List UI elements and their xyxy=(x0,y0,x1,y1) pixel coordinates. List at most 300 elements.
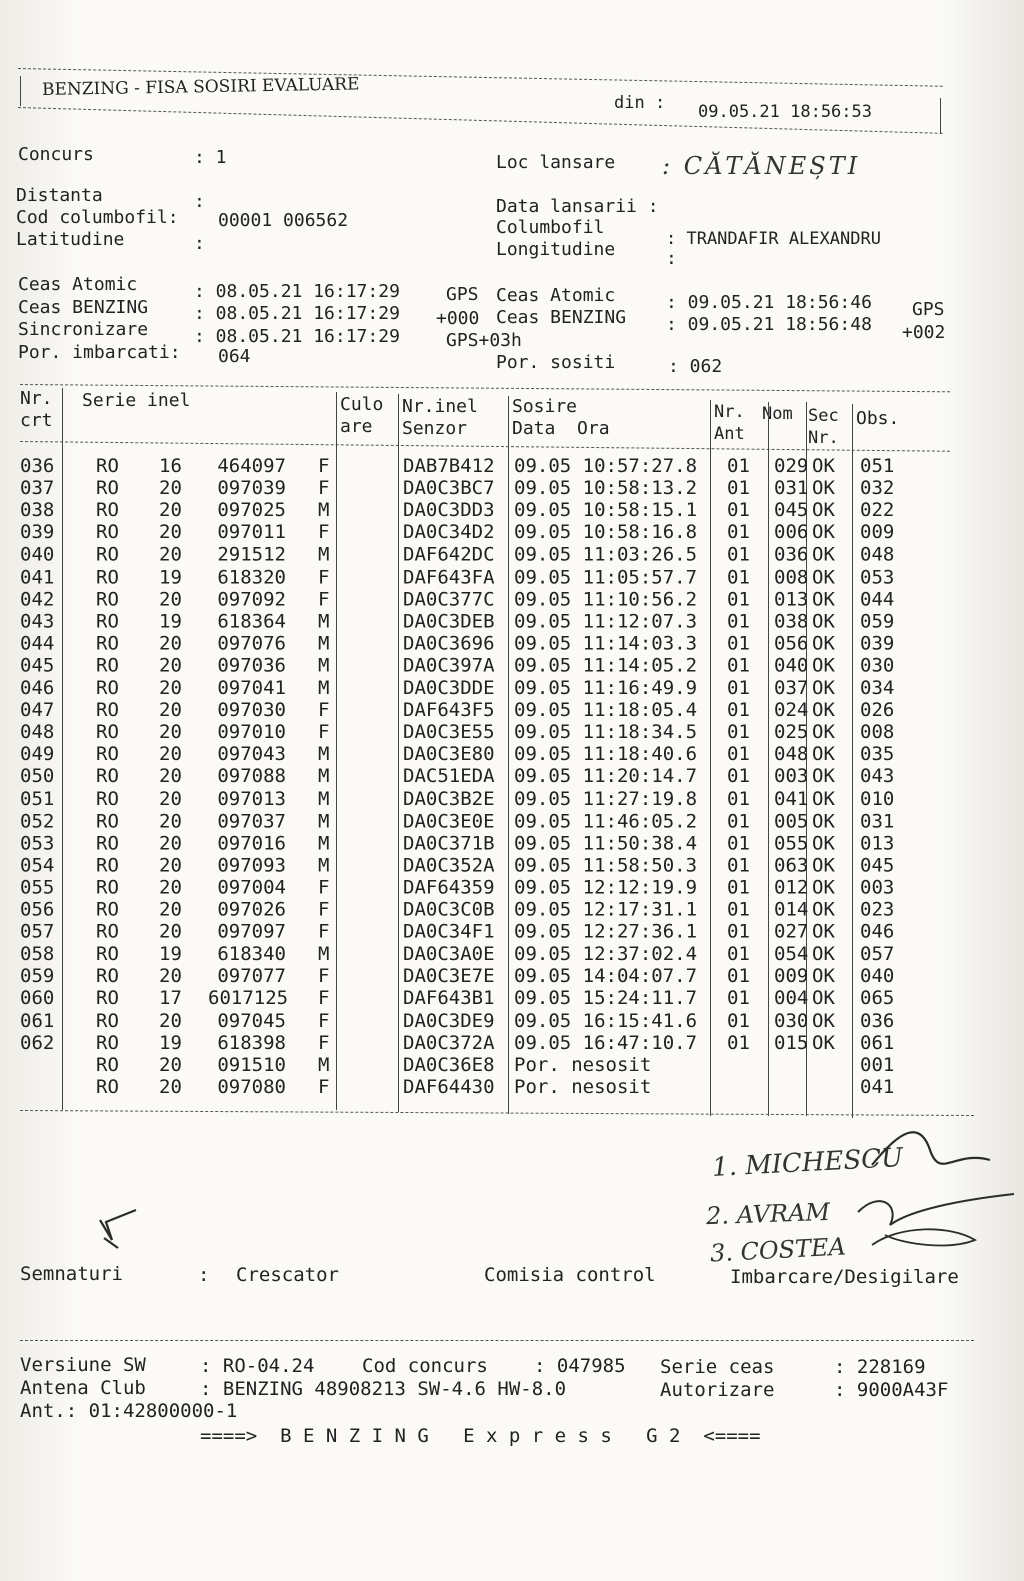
row-antenna: 01 xyxy=(727,854,750,877)
por-sositi-label: Por. sositi xyxy=(496,352,616,373)
row-nr: 050 xyxy=(20,765,55,788)
ceas-atomic-suffix: GPS xyxy=(446,284,479,305)
row-nom: 003 xyxy=(774,765,809,788)
row-nr: 044 xyxy=(20,632,55,655)
row-sex: M xyxy=(318,854,330,877)
row-sensor: DA0C3DDE xyxy=(403,676,495,699)
row-sec: OK xyxy=(812,987,835,1010)
row-antenna: 01 xyxy=(727,1031,750,1054)
row-nom: 031 xyxy=(774,477,809,500)
signature-1: 1. MICHESCU xyxy=(711,1143,904,1183)
row-ring-number: 097080 xyxy=(217,1076,286,1099)
cod-columbofil-value: 00001 006562 xyxy=(218,210,349,231)
row-nr: 041 xyxy=(20,565,55,588)
col-culoare-head-2: are xyxy=(340,416,373,437)
row-nom: 027 xyxy=(774,920,809,943)
row-sex: F xyxy=(318,898,330,921)
row-arrival: Por. nesosit xyxy=(514,1076,652,1099)
row-nr: 062 xyxy=(20,1031,55,1054)
row-sec: OK xyxy=(812,654,835,677)
autorizare-label: Autorizare xyxy=(660,1379,775,1401)
col-nrinel-head-1: Nr.inel xyxy=(402,396,478,417)
row-obs: 023 xyxy=(860,898,895,921)
row-nr: 054 xyxy=(20,854,55,877)
row-sensor: DA0C377C xyxy=(403,588,495,611)
row-nom: 056 xyxy=(774,632,809,655)
row-sex: M xyxy=(318,787,330,810)
col-nr-head-2: crt xyxy=(20,410,53,431)
row-ring-number: 097004 xyxy=(217,876,286,899)
row-sec: OK xyxy=(812,765,835,788)
row-sensor: DA0C3DD3 xyxy=(403,499,495,522)
row-ring-number: 097039 xyxy=(217,477,286,500)
col-ant-head-1: Nr. xyxy=(714,402,745,422)
row-country: RO xyxy=(96,809,119,832)
row-country: RO xyxy=(96,588,119,611)
row-nr: 052 xyxy=(20,809,55,832)
row-nr: 061 xyxy=(20,1009,55,1032)
row-year: 20 xyxy=(159,876,182,899)
row-ring-number: 618398 xyxy=(217,1031,286,1054)
row-antenna: 01 xyxy=(727,588,750,611)
row-nom: 036 xyxy=(774,543,809,566)
row-sec: OK xyxy=(812,965,835,988)
por-imbarcati-value: 064 xyxy=(218,346,251,367)
row-obs: 041 xyxy=(860,1076,895,1099)
row-sec: OK xyxy=(812,543,835,566)
row-sensor: DA0C3E0E xyxy=(403,809,495,832)
row-country: RO xyxy=(96,698,119,721)
row-sex: F xyxy=(318,455,330,477)
row-sex: F xyxy=(318,1031,330,1054)
row-obs: 048 xyxy=(860,543,895,566)
row-sensor: DAF643F5 xyxy=(403,698,495,721)
row-country: RO xyxy=(96,787,119,810)
row-country: RO xyxy=(96,521,119,544)
row-sensor: DA0C372A xyxy=(403,1031,495,1054)
row-arrival: 09.05 12:27:36.1 xyxy=(514,920,698,943)
col-ant-head-2: Ant xyxy=(714,424,745,444)
col-nom-head: Nom xyxy=(762,404,793,424)
row-country: RO xyxy=(96,477,119,500)
row-arrival: 09.05 11:12:07.3 xyxy=(514,610,698,633)
serie-ceas-value: : 228169 xyxy=(834,1356,926,1378)
row-ring-number: 097097 xyxy=(217,920,286,943)
row-country: RO xyxy=(96,854,119,877)
row-sec: OK xyxy=(812,920,835,943)
r-ceas-benzing-label: Ceas BENZING xyxy=(496,307,627,328)
row-nom: 030 xyxy=(774,1009,809,1032)
row-obs: 045 xyxy=(860,854,895,877)
row-arrival: 09.05 10:58:16.8 xyxy=(514,521,698,544)
row-arrival: 09.05 15:24:11.7 xyxy=(514,987,698,1010)
row-sec: OK xyxy=(812,521,835,544)
por-imbarcati-label: Por. imbarcati: xyxy=(18,342,181,363)
row-sec: OK xyxy=(812,854,835,877)
row-country: RO xyxy=(96,1009,119,1032)
sincronizare-suffix: GPS+03h xyxy=(446,330,522,351)
row-obs: 039 xyxy=(860,632,895,655)
row-country: RO xyxy=(96,721,119,744)
row-sec: OK xyxy=(812,942,835,965)
row-nom: 029 xyxy=(774,455,809,477)
row-sensor: DAF643B1 xyxy=(403,987,495,1010)
row-sex: M xyxy=(318,610,330,633)
row-ring-number: 6017125 xyxy=(208,987,289,1010)
ceas-benzing-suffix: +000 xyxy=(436,308,480,329)
ceas-atomic-value: : 08.05.21 16:17:29 xyxy=(194,281,400,302)
row-nr: 042 xyxy=(20,588,55,611)
r-ceas-atomic-suffix: GPS xyxy=(912,299,945,320)
row-nom: 024 xyxy=(774,698,809,721)
row-ring-number: 618340 xyxy=(217,942,286,965)
row-sex: F xyxy=(318,987,330,1010)
row-arrival: 09.05 12:17:31.1 xyxy=(514,898,698,921)
row-obs: 044 xyxy=(860,588,895,611)
row-sensor: DAB7B412 xyxy=(403,455,495,477)
ceas-benzing-value: : 08.05.21 16:17:29 xyxy=(194,303,400,324)
columbofil-value: : TRANDAFIR ALEXANDRU xyxy=(666,229,881,249)
row-ring-number: 097036 xyxy=(217,654,286,677)
row-year: 20 xyxy=(159,743,182,766)
row-antenna: 01 xyxy=(727,743,750,766)
row-antenna: 01 xyxy=(727,809,750,832)
row-sec: OK xyxy=(812,809,835,832)
row-country: RO xyxy=(96,765,119,788)
row-year: 19 xyxy=(159,565,182,588)
row-arrival: Por. nesosit xyxy=(514,1053,652,1076)
row-year: 17 xyxy=(159,987,182,1010)
row-year: 19 xyxy=(159,610,182,633)
row-obs: 040 xyxy=(860,965,895,988)
r-ceas-benzing-value: : 09.05.21 18:56:48 xyxy=(666,314,872,335)
row-obs: 001 xyxy=(860,1053,895,1076)
row-ring-number: 097030 xyxy=(217,698,286,721)
row-sex: M xyxy=(318,809,330,832)
row-sec: OK xyxy=(812,721,835,744)
row-antenna: 01 xyxy=(727,632,750,655)
row-sex: F xyxy=(318,698,330,721)
row-sec: OK xyxy=(812,832,835,855)
r-ceas-atomic-value: : 09.05.21 18:56:46 xyxy=(666,292,872,313)
row-year: 20 xyxy=(159,1053,182,1076)
row-nr: 037 xyxy=(20,477,55,500)
row-nr: 040 xyxy=(20,543,55,566)
row-sensor: DA0C36E8 xyxy=(403,1053,495,1076)
row-arrival: 09.05 11:10:56.2 xyxy=(514,588,698,611)
benzing-banner: ====> B E N Z I N G E x p r e s s G 2 <==== xyxy=(200,1425,761,1447)
row-sec: OK xyxy=(812,565,835,588)
col-sec-head-2: Nr. xyxy=(808,428,839,448)
row-obs: 051 xyxy=(860,455,895,477)
semnaturi-label: Semnaturi xyxy=(20,1263,123,1285)
concurs-label: Concurs xyxy=(18,144,94,165)
row-sex: F xyxy=(318,721,330,744)
row-year: 19 xyxy=(159,1031,182,1054)
row-sex: M xyxy=(318,543,330,566)
row-sec: OK xyxy=(812,676,835,699)
din-label: din : xyxy=(614,93,666,113)
longitudine-value: : xyxy=(666,248,677,269)
sincronizare-label: Sincronizare xyxy=(18,319,149,340)
row-sec: OK xyxy=(812,610,835,633)
row-ring-number: 464097 xyxy=(217,455,286,477)
comisia-control-label: Comisia control xyxy=(484,1264,656,1286)
row-sensor: DA0C3A0E xyxy=(403,942,495,965)
row-country: RO xyxy=(96,1031,119,1054)
row-year: 16 xyxy=(159,455,182,477)
row-year: 20 xyxy=(159,965,182,988)
loc-lansare-label: Loc lansare xyxy=(496,152,616,173)
antena-label: Antena Club xyxy=(20,1377,146,1399)
row-nr: 048 xyxy=(20,721,55,744)
row-sex: M xyxy=(318,832,330,855)
row-nom: 055 xyxy=(774,832,809,855)
row-nr: 039 xyxy=(20,521,55,544)
row-country: RO xyxy=(96,1053,119,1076)
row-arrival: 09.05 11:14:03.3 xyxy=(514,632,698,655)
row-arrival: 09.05 14:04:07.7 xyxy=(514,965,698,988)
crescator-label: Crescator xyxy=(236,1264,339,1286)
row-obs: 003 xyxy=(860,876,895,899)
row-ring-number: 097076 xyxy=(217,632,286,655)
row-nr: 056 xyxy=(20,898,55,921)
r-ceas-atomic-label: Ceas Atomic xyxy=(496,285,616,306)
row-sex: F xyxy=(318,920,330,943)
row-year: 20 xyxy=(159,920,182,943)
row-nom: 041 xyxy=(774,787,809,810)
row-antenna: 01 xyxy=(727,920,750,943)
row-antenna: 01 xyxy=(727,698,750,721)
row-sensor: DA0C3C0B xyxy=(403,898,495,921)
distanta-value: : xyxy=(194,191,205,212)
row-year: 20 xyxy=(159,676,182,699)
row-sex: M xyxy=(318,942,330,965)
row-ring-number: 097092 xyxy=(217,588,286,611)
report-title: BENZING - FISA SOSIRI EVALUARE xyxy=(41,74,360,100)
row-nr: 036 xyxy=(20,455,55,477)
row-antenna: 01 xyxy=(727,765,750,788)
row-nr: 055 xyxy=(20,876,55,899)
antena-value: : BENZING 48908213 SW-4.6 HW-8.0 xyxy=(200,1378,567,1400)
row-arrival: 09.05 11:58:50.3 xyxy=(514,854,698,877)
row-country: RO xyxy=(96,543,119,566)
row-sensor: DA0C3BC7 xyxy=(403,477,495,500)
row-nom: 008 xyxy=(774,565,809,588)
row-year: 20 xyxy=(159,588,182,611)
row-ring-number: 097026 xyxy=(217,898,286,921)
row-sex: F xyxy=(318,565,330,588)
row-nom: 015 xyxy=(774,1031,809,1054)
row-antenna: 01 xyxy=(727,987,750,1010)
row-sensor: DA0C371B xyxy=(403,832,495,855)
row-nr: 049 xyxy=(20,743,55,766)
row-country: RO xyxy=(96,965,119,988)
ceas-benzing-label: Ceas BENZING xyxy=(18,297,149,318)
row-sex: F xyxy=(318,521,330,544)
row-sex: M xyxy=(318,654,330,677)
row-ring-number: 097043 xyxy=(217,743,286,766)
row-year: 20 xyxy=(159,698,182,721)
row-sensor: DA0C352A xyxy=(403,854,495,877)
row-arrival: 09.05 16:47:10.7 xyxy=(514,1031,698,1054)
col-serie-head: Serie inel xyxy=(82,390,191,411)
row-ring-number: 097045 xyxy=(217,1009,286,1032)
col-nrinel-head-2: Senzor xyxy=(402,418,468,439)
row-sec: OK xyxy=(812,1031,835,1054)
serie-ceas-label: Serie ceas xyxy=(660,1356,775,1378)
row-arrival: 09.05 11:20:14.7 xyxy=(514,765,698,788)
row-country: RO xyxy=(96,676,119,699)
por-sositi-value: : 062 xyxy=(668,356,723,377)
row-year: 20 xyxy=(159,832,182,855)
row-nom: 004 xyxy=(774,987,809,1010)
row-nom: 054 xyxy=(774,942,809,965)
versiune-value: : RO-04.24 xyxy=(200,1355,315,1377)
row-country: RO xyxy=(96,610,119,633)
row-antenna: 01 xyxy=(727,787,750,810)
row-ring-number: 097025 xyxy=(217,499,286,522)
row-obs: 032 xyxy=(860,477,895,500)
row-year: 20 xyxy=(159,854,182,877)
row-sex: F xyxy=(318,477,330,500)
row-nom: 038 xyxy=(774,610,809,633)
row-obs: 043 xyxy=(860,765,895,788)
col-obs-head: Obs. xyxy=(856,408,900,429)
row-year: 20 xyxy=(159,809,182,832)
row-country: RO xyxy=(96,942,119,965)
row-sex: F xyxy=(318,588,330,611)
col-nr-head-1: Nr. xyxy=(20,388,53,409)
din-value: 09.05.21 18:56:53 xyxy=(698,102,872,122)
row-country: RO xyxy=(96,987,119,1010)
row-year: 20 xyxy=(159,654,182,677)
row-sensor: DA0C3E7E xyxy=(403,965,495,988)
row-sensor: DA0C3B2E xyxy=(403,787,495,810)
ant-line: Ant.: 01:42800000-1 xyxy=(20,1400,238,1422)
row-sensor: DA0C3DE9 xyxy=(403,1009,495,1032)
row-ring-number: 097041 xyxy=(217,676,286,699)
row-nom: 063 xyxy=(774,854,809,877)
latitudine-value: : xyxy=(194,233,205,254)
row-sec: OK xyxy=(812,477,835,500)
versiune-label: Versiune SW xyxy=(20,1354,146,1376)
row-antenna: 01 xyxy=(727,942,750,965)
row-antenna: 01 xyxy=(727,721,750,744)
columbofil-label: Columbofil xyxy=(496,217,605,238)
row-year: 20 xyxy=(159,1076,182,1099)
row-arrival: 09.05 12:12:19.9 xyxy=(514,876,698,899)
row-sex: M xyxy=(318,632,330,655)
row-obs: 057 xyxy=(860,942,895,965)
row-year: 19 xyxy=(159,942,182,965)
row-nr: 047 xyxy=(20,698,55,721)
row-obs: 022 xyxy=(860,499,895,522)
row-sex: M xyxy=(318,765,330,788)
row-ring-number: 097010 xyxy=(217,721,286,744)
row-nr: 058 xyxy=(20,942,55,965)
row-antenna: 01 xyxy=(727,565,750,588)
row-obs: 010 xyxy=(860,787,895,810)
col-sosire-head-2: Data Ora xyxy=(512,418,610,439)
signature-3: 3. COSTEA xyxy=(709,1232,847,1268)
row-antenna: 01 xyxy=(727,965,750,988)
row-antenna: 01 xyxy=(727,832,750,855)
row-antenna: 01 xyxy=(727,654,750,677)
row-sex: M xyxy=(318,676,330,699)
row-ring-number: 097093 xyxy=(217,854,286,877)
row-nr: 053 xyxy=(20,832,55,855)
col-sec-head-1: Sec xyxy=(808,406,839,426)
row-nr: 038 xyxy=(20,499,55,522)
row-nom: 006 xyxy=(774,521,809,544)
row-antenna: 01 xyxy=(727,898,750,921)
cod-concurs-value: : 047985 xyxy=(534,1355,626,1377)
row-ring-number: 097016 xyxy=(217,832,286,855)
cod-columbofil-label: Cod columbofil: xyxy=(16,207,179,228)
row-sensor: DA0C3E55 xyxy=(403,721,495,744)
row-sensor: DAC51EDA xyxy=(403,765,495,788)
row-ring-number: 097037 xyxy=(217,809,286,832)
row-sensor: DA0C34D2 xyxy=(403,521,495,544)
row-obs: 059 xyxy=(860,610,895,633)
imbarcare-label: Imbarcare/Desigilare xyxy=(730,1266,959,1288)
row-country: RO xyxy=(96,743,119,766)
row-sex: F xyxy=(318,1076,330,1099)
row-ring-number: 618320 xyxy=(217,565,286,588)
row-obs: 034 xyxy=(860,676,895,699)
row-sec: OK xyxy=(812,787,835,810)
row-ring-number: 618364 xyxy=(217,610,286,633)
row-country: RO xyxy=(96,876,119,899)
row-antenna: 01 xyxy=(727,477,750,500)
row-arrival: 09.05 16:15:41.6 xyxy=(514,1009,698,1032)
row-obs: 013 xyxy=(860,832,895,855)
sincronizare-value: : 08.05.21 16:17:29 xyxy=(194,326,400,347)
row-arrival: 09.05 11:18:34.5 xyxy=(514,721,698,744)
row-obs: 065 xyxy=(860,987,895,1010)
row-nom: 045 xyxy=(774,499,809,522)
footer-rule xyxy=(20,1340,974,1341)
ceas-atomic-label: Ceas Atomic xyxy=(18,274,138,295)
row-country: RO xyxy=(96,455,119,477)
row-ring-number: 097077 xyxy=(217,965,286,988)
row-obs: 031 xyxy=(860,809,895,832)
row-country: RO xyxy=(96,832,119,855)
row-obs: 026 xyxy=(860,698,895,721)
row-sex: F xyxy=(318,876,330,899)
row-year: 20 xyxy=(159,1009,182,1032)
row-obs: 030 xyxy=(860,654,895,677)
row-antenna: 01 xyxy=(727,676,750,699)
row-sensor: DAF64430 xyxy=(403,1076,495,1099)
row-nom: 014 xyxy=(774,898,809,921)
row-sec: OK xyxy=(812,698,835,721)
row-antenna: 01 xyxy=(727,610,750,633)
row-nom: 005 xyxy=(774,809,809,832)
latitudine-label: Latitudine xyxy=(16,229,125,250)
row-nom: 013 xyxy=(774,588,809,611)
row-sensor: DA0C3DEB xyxy=(403,610,495,633)
r-ceas-benzing-suffix: +002 xyxy=(902,322,946,343)
row-antenna: 01 xyxy=(727,543,750,566)
concurs-value: : 1 xyxy=(194,147,227,168)
row-antenna: 01 xyxy=(727,455,750,477)
row-nom: 025 xyxy=(774,721,809,744)
row-sec: OK xyxy=(812,588,835,611)
row-sec: OK xyxy=(812,1009,835,1032)
row-sensor: DA0C34F1 xyxy=(403,920,495,943)
